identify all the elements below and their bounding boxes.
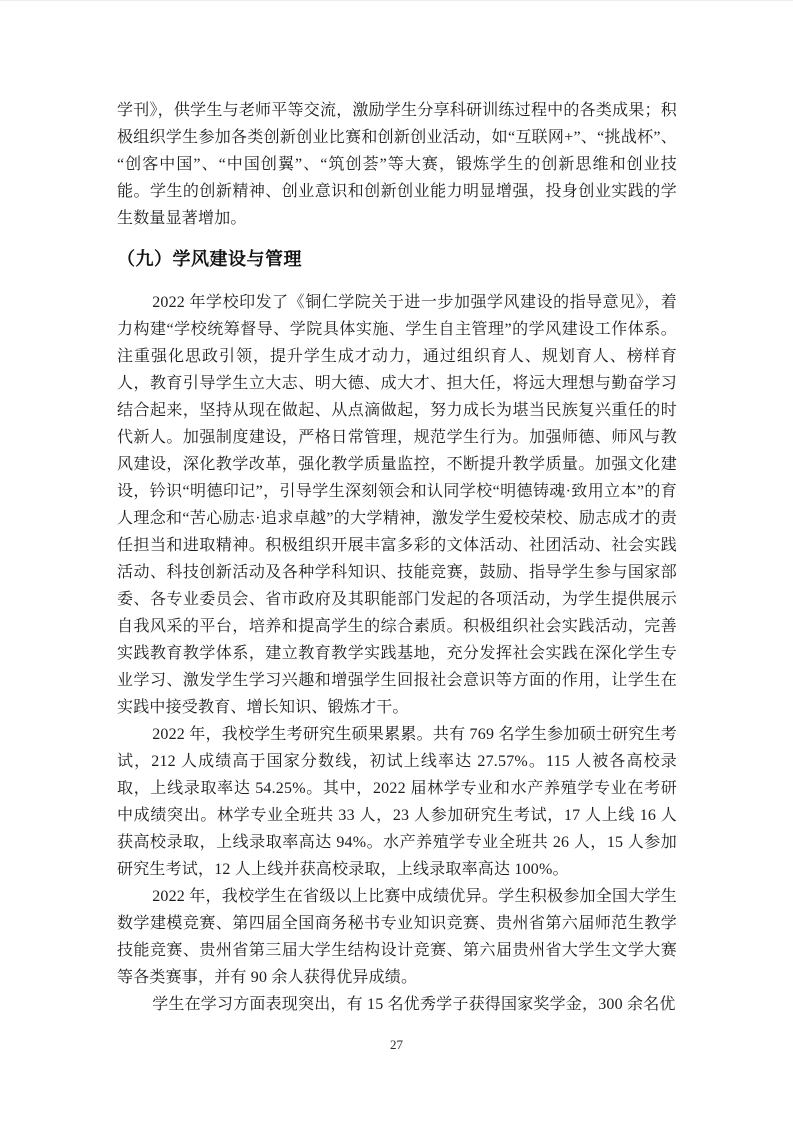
paragraph-continuation: 学刊》，供学生与老师平等交流，激励学生分享科研训练过程中的各类成果；积极组织学生参加各类创新创业比赛和创新创业活动，如“互联网+”、“挑战杯”、“创客中国”、“中国创翼”、“筑创荟”等大赛，锻炼学生的创新思维和创业技能。学生的创新精神、创业意识和创新创业能力明显增强，投身创业实践的学生数量显著增加。 [117,102,677,227]
page-number: 27 [390,1037,403,1052]
paragraph-graduate-exam-results: 2022 年，我校学生考研究生硕果累累。共有 769 名学生参加硕士研究生考试，212 人成绩高于国家分数线，初试上线率达 27.57%。115 人被各高校录取，上线录取率达 54.25%。其中，2022 届林学专业和水产养殖学专业在考研中成绩突出。林学专业全班共 33 人，23 人参加研究生考试，17 人上线 16 人获高校录取，上线录取率高达 94%。水产养殖学专业全班共 26 人，15 人参加研究生考试，12 人上线并获高校录取，上线录取率高达 100%。 [117,726,677,878]
section-heading: （九）学风建设与管理 [117,249,302,269]
paragraph-competition-results: 2022 年，我校学生在省级以上比赛中成绩优异。学生积极参加全国大学生数学建模竞赛、第四届全国商务秘书专业知识竞赛、贵州省第六届师范生教学技能竞赛、贵州省第三届大学生结构设计竞赛、第六届贵州省大学生文学大赛等各类赛事，并有 90 余人获得优异成绩。 [117,888,677,986]
text-column [0,1,793,1018]
paragraph-study-style-system: 2022 年学校印发了《铜仁学院关于进一步加强学风建设的指导意见》，着力构建“学校统筹督导、学院具体实施、学生自主管理”的学风建设工作体系。注重强化思政引领，提升学生成才动力，通过组织育人、规划育人、榜样育人，教育引导学生立大志、明大德、成大才、担大任，将远大理想与勤奋学习结合起来，坚持从现在做起、从点滴做起，努力成长为堪当民族复兴重任的时代新人。加强制度建设，严格日常管理，规范学生行为。加强师德、师风与教风建设，深化教学改革，强化教学质量监控，不断提升教学质量。加强文化建设，钤识“明德印记”，引导学生深刻领会和认同学校“明德铸魂·致用立本”的育人理念和“苦心励志·追求卓越”的大学精神，激发学生爱校荣校、励志成才的责任担当和进取精神。积极组织开展丰富多彩的文体活动、社团活动、社会实践活动、科技创新活动及各种学科知识、技能竞赛，鼓励、指导学生参与国家部委、各专业委员会、省市政府及其职能部门发起的各项活动，为学生提供展示自我风采的平台，培养和提高学生的综合素质。积极组织社会实践活动，完善实践教育教学体系，建立教育教学实践基地，充分发挥社会实践在深化学生专业学习、激发学生学习兴趣和增强学生回报社会意识等方面的作用，让学生在实践中接受教育、增长知识、锻炼才干。 [117,294,677,716]
paragraph-scholarship-partial: 学生在学习方面表现突出，有 15 名优秀学子获得国家奖学金，300 余名优 [152,996,676,1013]
